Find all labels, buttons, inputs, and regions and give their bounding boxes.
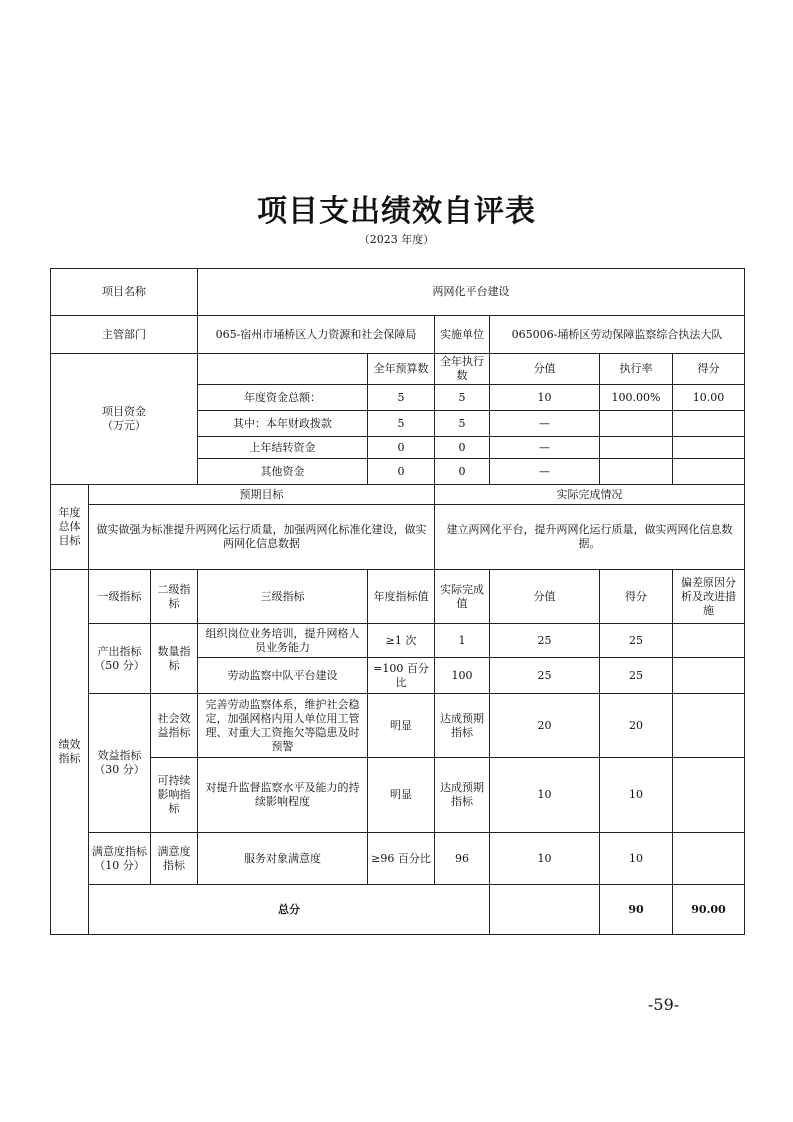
indicator-actual: 100 (435, 658, 490, 694)
indicator-score: 10 (600, 833, 673, 885)
indicator-score-val: 25 (490, 658, 600, 694)
indicator-score: 25 (600, 624, 673, 658)
total-score: 90.00 (673, 885, 745, 935)
satisfaction-level1: 满意度指标（10 分） (89, 833, 151, 885)
indicator-score-val: 20 (490, 694, 600, 758)
benefit-level1: 效益指标 （30 分） (89, 694, 151, 833)
indicator-actual: 1 (435, 624, 490, 658)
indicator-name: 服务对象满意度 (198, 833, 368, 885)
indicator-score: 25 (600, 658, 673, 694)
indicator-note (673, 624, 745, 658)
indicator-target: ≥96 百分比 (368, 833, 435, 885)
funds-header-budget: 全年预算数 (368, 354, 435, 385)
project-name-label: 项目名称 (51, 269, 198, 316)
indicators-header-level3: 三级指标 (198, 570, 368, 624)
funds-row-score: 10.00 (673, 385, 745, 411)
funds-header-score: 得分 (673, 354, 745, 385)
funds-row-actual: 5 (435, 385, 490, 411)
indicator-target: =100 百分比 (368, 658, 435, 694)
funds-row-actual: 0 (435, 437, 490, 459)
funds-header-rate: 执行率 (600, 354, 673, 385)
indicator-target: 明显 (368, 758, 435, 833)
indicator-target: ≥1 次 (368, 624, 435, 658)
funds-row-budget: 0 (368, 459, 435, 485)
indicator-target: 明显 (368, 694, 435, 758)
funds-row-score-val: — (490, 411, 600, 437)
benefit-level2: 可持续影响指标 (151, 758, 198, 833)
funds-row-score (673, 437, 745, 459)
indicator-note (673, 694, 745, 758)
goals-expected-text: 做实做强为标准提升两网化运行质量，加强两网化标准化建设，做实两网化信息数据 (89, 505, 435, 570)
performance-table (50, 268, 745, 935)
goals-actual-label: 实际完成情况 (435, 485, 745, 505)
funds-row-label: 上年结转资金 (198, 437, 368, 459)
indicator-score-val: 10 (490, 758, 600, 833)
impl-value: 065006-埇桥区劳动保障监察综合执法大队 (490, 316, 745, 354)
indicators-header-score: 得分 (600, 570, 673, 624)
indicators-label: 绩效指标 (51, 570, 89, 935)
indicator-score-val: 25 (490, 624, 600, 658)
indicators-header-level1: 一级指标 (89, 570, 151, 624)
indicator-name: 劳动监察中队平台建设 (198, 658, 368, 694)
dept-value: 065-宿州市埇桥区人力资源和社会保障局 (198, 316, 435, 354)
funds-row-score-val: 10 (490, 385, 600, 411)
indicator-name: 组织岗位业务培训，提升网格人员业务能力 (198, 624, 368, 658)
indicators-header-actual: 实际完成值 (435, 570, 490, 624)
goals-actual-text: 建立两网化平台，提升两网化运行质量，做实两网化信息数据。 (435, 505, 745, 570)
funds-row-rate (600, 459, 673, 485)
indicators-header-target: 年度指标值 (368, 570, 435, 624)
indicator-actual: 达成预期指标 (435, 758, 490, 833)
indicator-note (673, 658, 745, 694)
funds-row-label: 其中：本年财政拨款 (198, 411, 368, 437)
project-name-value: 两网化平台建设 (198, 269, 745, 316)
funds-row-score-val: — (490, 437, 600, 459)
funds-row-budget: 5 (368, 411, 435, 437)
impl-label: 实施单位 (435, 316, 490, 354)
year-subtitle: （2023 年度） (358, 233, 435, 246)
indicator-actual: 达成预期指标 (435, 694, 490, 758)
benefit-level2: 社会效益指标 (151, 694, 198, 758)
funds-row-score-val: — (490, 459, 600, 485)
funds-row-budget: 5 (368, 385, 435, 411)
funds-row-actual: 0 (435, 459, 490, 485)
indicator-score-val: 10 (490, 833, 600, 885)
page-number: -59- (648, 995, 680, 1014)
funds-label: 项目资金 （万元） (51, 354, 198, 485)
indicator-actual: 96 (435, 833, 490, 885)
total-label: 总分 (89, 885, 490, 935)
funds-row-rate (600, 437, 673, 459)
output-level1: 产出指标 （50 分） (89, 624, 151, 694)
funds-row-actual: 5 (435, 411, 490, 437)
indicator-score: 20 (600, 694, 673, 758)
goals-label: 年度总体目标 (51, 485, 89, 570)
total-actual (490, 885, 600, 935)
indicator-score: 10 (600, 758, 673, 833)
indicator-note (673, 833, 745, 885)
funds-row-budget: 0 (368, 437, 435, 459)
funds-header-actual: 全年执行数 (435, 354, 490, 385)
funds-row-rate (600, 411, 673, 437)
indicators-header-note: 偏差原因分析及改进措施 (673, 570, 745, 624)
page-title: 项目支出绩效自评表 (257, 194, 536, 229)
satisfaction-level2: 满意度指标 (151, 833, 198, 885)
funds-row-score (673, 411, 745, 437)
funds-header-blank (198, 354, 368, 385)
funds-row-label: 年度资金总额： (198, 385, 368, 411)
funds-header-score-val: 分值 (490, 354, 600, 385)
indicators-header-score-val: 分值 (490, 570, 600, 624)
funds-row-score (673, 459, 745, 485)
funds-row-rate: 100.00% (600, 385, 673, 411)
dept-label: 主管部门 (51, 316, 198, 354)
goals-expected-label: 预期目标 (89, 485, 435, 505)
total-score-val: 90 (600, 885, 673, 935)
indicator-name: 对提升监督监察水平及能力的持续影响程度 (198, 758, 368, 833)
indicator-name: 完善劳动监察体系，维护社会稳定，加强网格内用人单位用工管理、对重大工资拖欠等隐患及时预警 (198, 694, 368, 758)
output-level2: 数量指标 (151, 624, 198, 694)
indicators-header-level2: 二级指标 (151, 570, 198, 624)
indicator-note (673, 758, 745, 833)
funds-row-label: 其他资金 (198, 459, 368, 485)
